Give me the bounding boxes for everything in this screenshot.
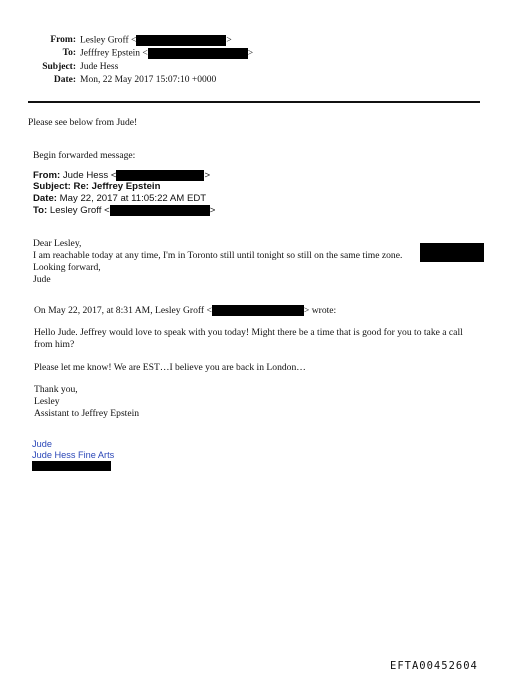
subject-label: Subject: bbox=[42, 62, 76, 72]
fwd-from: From: Jude Hess < > bbox=[33, 170, 211, 182]
to-label: To: bbox=[62, 48, 76, 58]
header-divider bbox=[28, 101, 480, 103]
redaction-box bbox=[32, 461, 111, 471]
intro-text: Please see below from Jude! bbox=[28, 117, 138, 128]
redaction-box bbox=[116, 170, 204, 181]
date-label: Date: bbox=[53, 75, 76, 85]
redaction-box bbox=[148, 48, 248, 59]
date-value: Mon, 22 May 2017 15:07:10 +0000 bbox=[80, 75, 217, 85]
quote-name: Lesley bbox=[34, 396, 60, 407]
quote-paragraph-2: Please let me know! We are EST…I believe you are back in London… bbox=[34, 362, 306, 373]
reply-closing: Looking forward, bbox=[33, 262, 101, 273]
reply-greeting: Dear Lesley, bbox=[33, 238, 82, 249]
signature-company-link[interactable]: Jude Hess Fine Arts bbox=[32, 450, 115, 460]
reply-line: I am reachable today at any time, I'm in Toronto still until tonight so still on the same time zone. bbox=[33, 250, 403, 261]
reply-signature: Jude bbox=[33, 274, 51, 285]
bates-number: EFTA00452604 bbox=[390, 660, 478, 672]
fwd-subject: Subject: Re: Jeffrey Epstein bbox=[33, 181, 161, 192]
redaction-box bbox=[420, 243, 484, 262]
quote-title: Assistant to Jeffrey Epstein bbox=[34, 408, 140, 419]
from-label: From: bbox=[50, 35, 76, 45]
fwd-date: Date: May 22, 2017 at 11:05:22 AM EDT bbox=[33, 193, 207, 204]
redaction-box bbox=[136, 35, 226, 46]
quote-thanks: Thank you, bbox=[34, 384, 78, 395]
fwd-to: To: Lesley Groff < > bbox=[33, 205, 216, 217]
quote-paragraph-1: Hello Jude. Jeffrey would love to speak with you today! Might there be a time that is good for you to take a call from him? bbox=[34, 327, 463, 350]
forward-heading: Begin forwarded message: bbox=[33, 150, 136, 161]
quote-attribution: On May 22, 2017, at 8:31 AM, Lesley Groff < > wrote: bbox=[34, 305, 337, 316]
from-value: Lesley Groff < > bbox=[80, 35, 232, 46]
to-value: Jefffrey Epstein < > bbox=[80, 48, 254, 59]
subject-value: Jude Hess bbox=[80, 62, 119, 72]
redaction-box bbox=[110, 205, 210, 216]
signature-name-link[interactable]: Jude bbox=[32, 439, 52, 449]
redaction-box bbox=[212, 305, 304, 316]
